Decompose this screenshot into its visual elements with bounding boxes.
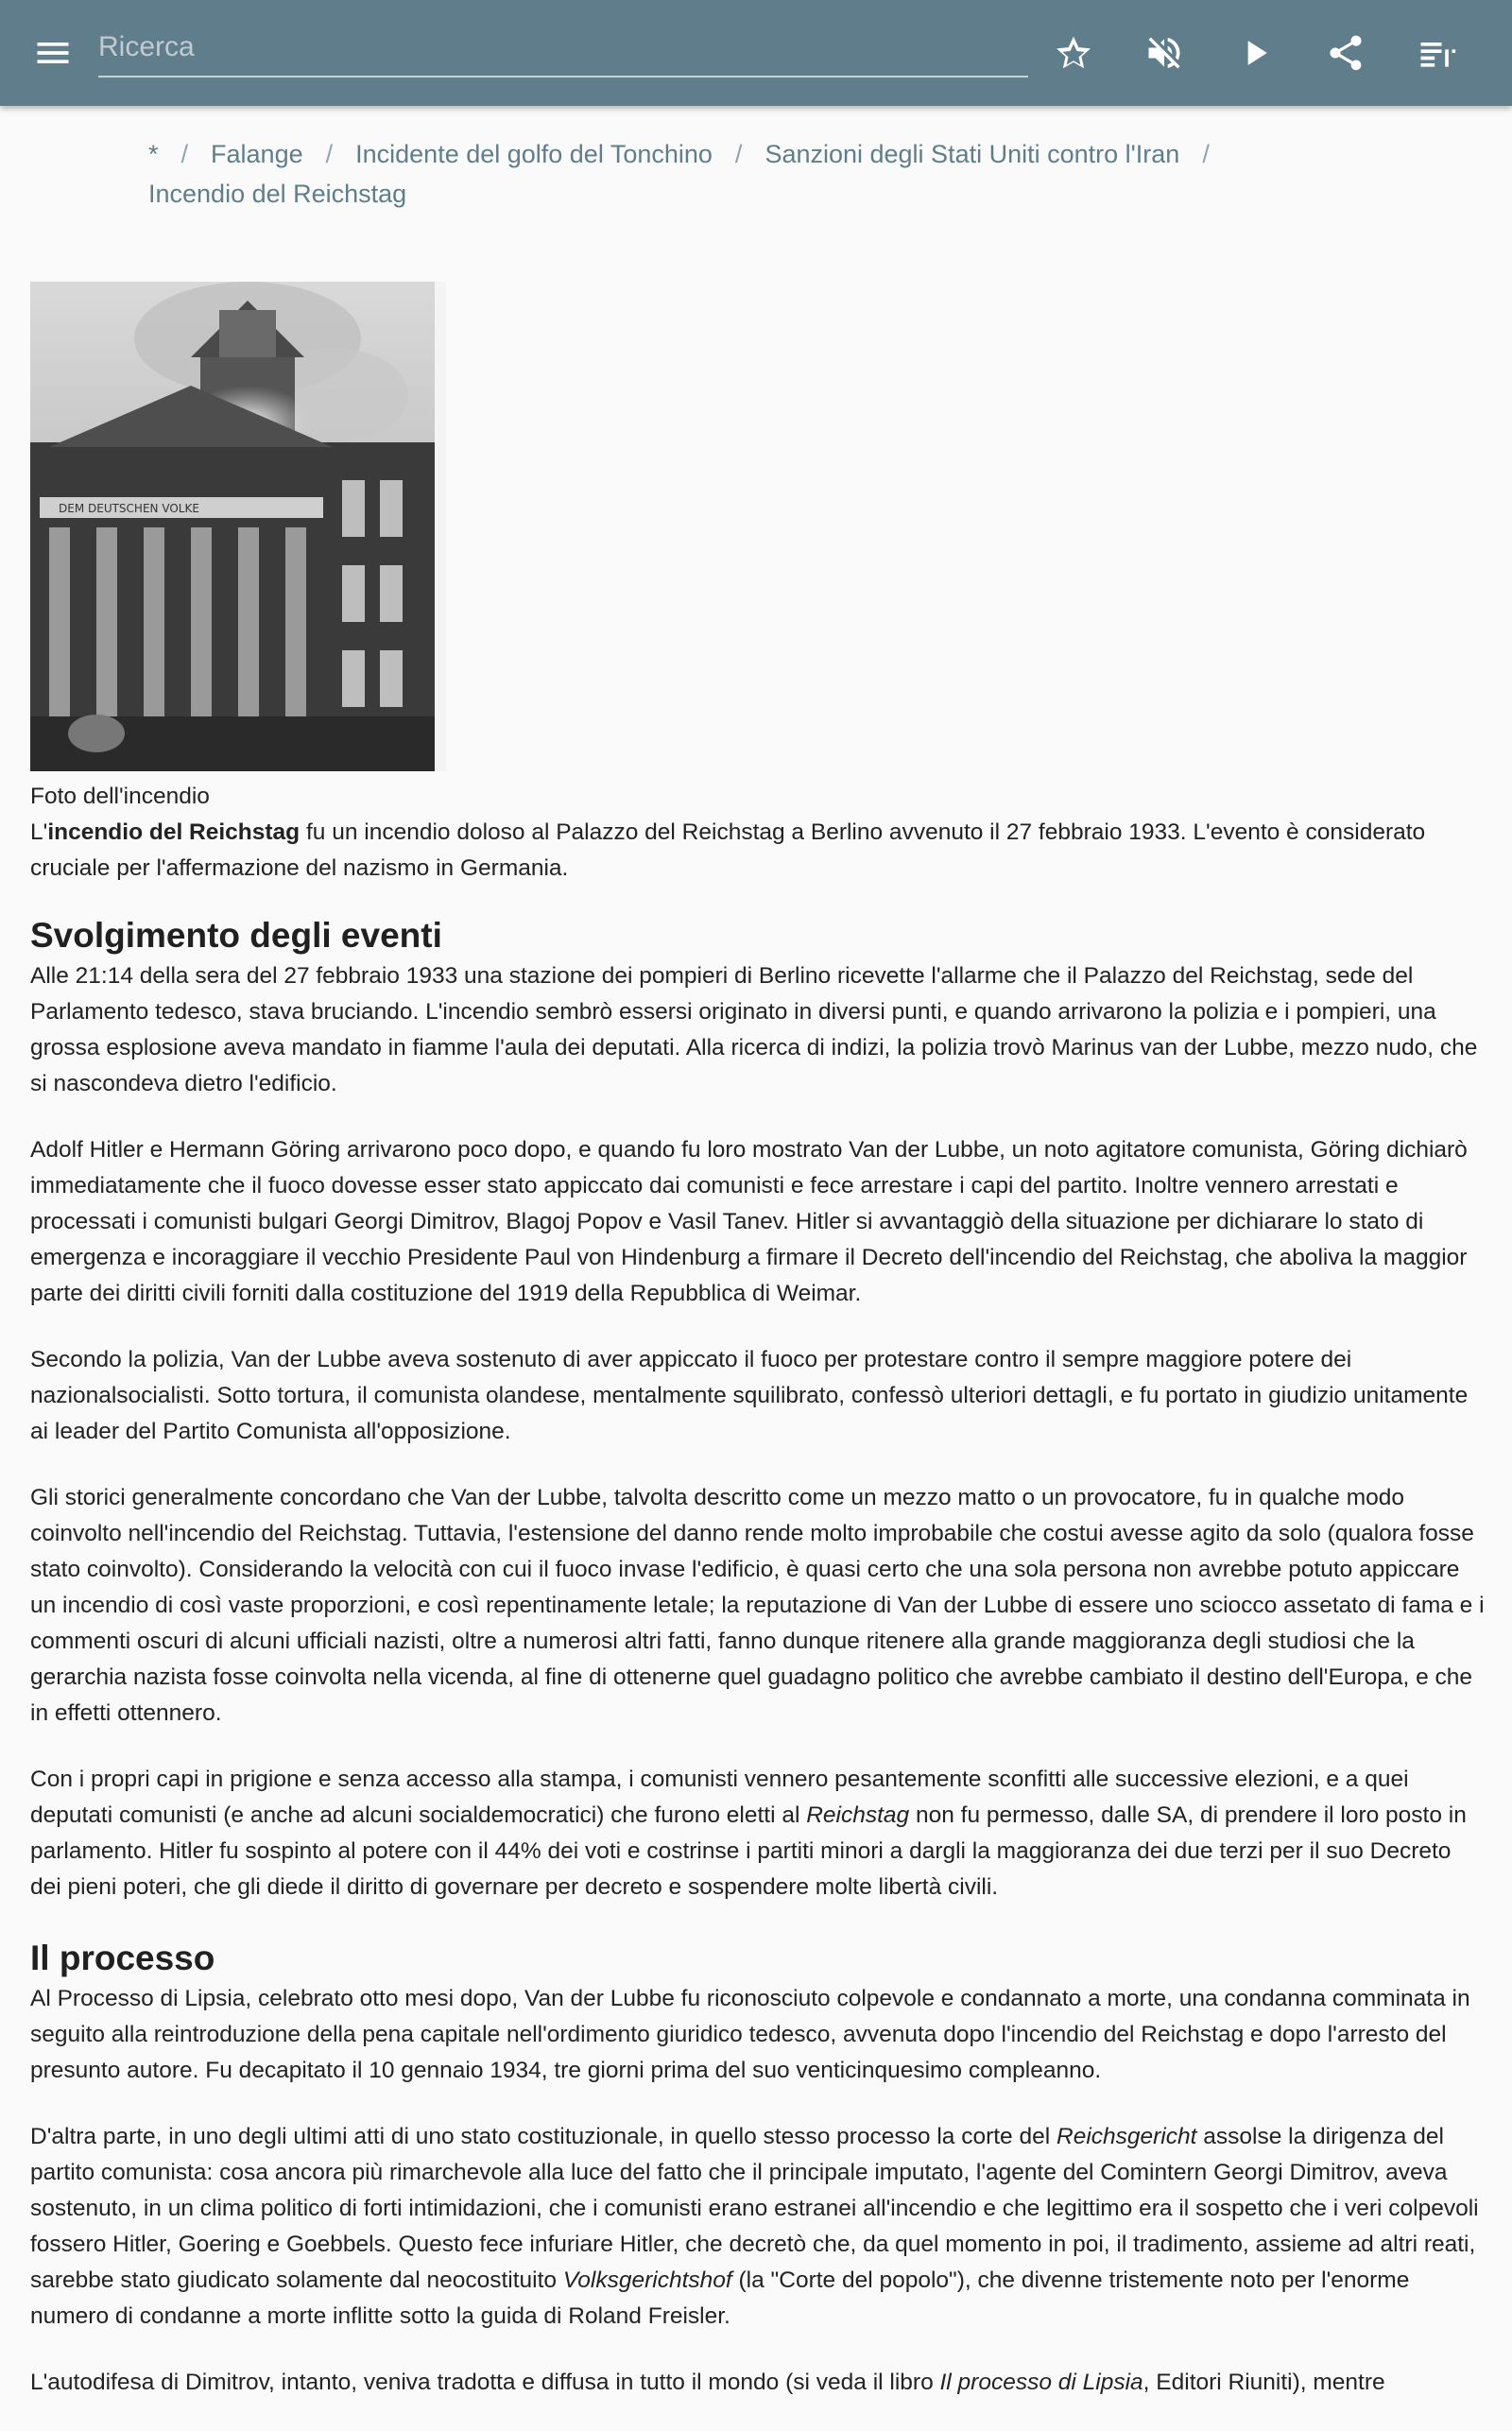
paragraph: Adolf Hitler e Hermann Göring arrivarono poco dopo, e quando fu loro mostrato Van der Lubbe, un noto agitatore comunista, Göring dichiarò immediatamente che il fuoco dovesse esser stato appiccato dai comunisti e fece arrestare i capi del partito. Inoltre vennero arrestati e processati i comunisti bulgari Georgi Dimitrov, Blagoj Popov e Vasil Tanev. Hitler si avvantaggiò della situazione per dichiarare lo stato di emergenza e incoraggiare il vecchio Presidente Paul von Hindenburg a firmare il Decreto dell'incendio del Reichstag, che aboliva la maggior parte dei diritti civili forniti dalla costituzione del 1919 della Repubblica di Weimar. bbox=[30, 1137, 1468, 1306]
paragraph: Al Processo di Lipsia, celebrato otto mesi dopo, Van der Lubbe fu riconosciuto colpevole e condannato a morte, una condanna comminata in seguito alla reintroduzione della pena capitale nell'ordimento giuridico tedesco, avvenuta dopo l'incendio del Reichstag e dopo l'arresto del presunto autore. Fu decapitato il 10 gennaio 1934, tre giorni prima del suo venticinquesimo compleanno. bbox=[30, 1986, 1470, 2083]
article-content bbox=[30, 282, 1486, 2431]
section-title-processo: Il processo bbox=[30, 1939, 215, 1977]
lead-bold-term: incendio del Reichstag bbox=[47, 819, 301, 845]
breadcrumb-item-falange[interactable]: Falange bbox=[211, 140, 303, 168]
lead-paragraph: L'incendio del Reichstag fu un incendio doloso al Palazzo del Reichstag a Berlino avvenuto il 27 febbraio 1933. L'evento è considerato cruciale per l'affermazione del nazismo in Germania. bbox=[30, 819, 1426, 881]
breadcrumb-item-current[interactable]: Incendio del Reichstag bbox=[148, 180, 407, 208]
paragraph: Con i propri capi in prigione e senza accesso alla stampa, i comunisti vennero pesantemente sconfitti alle successive elezioni, e a quei deputati comunisti (e anche ad alcuni socialdemocratici) che furono eletti al Reichstag non fu permesso, dalle SA, di prendere il loro posto in parlamento. Hitler fu sospinto al potere con il 44% dei voti e costrinse i partiti minori a dargli la maggioranza dei due terzi per il suo Decreto dei pieni poteri, che gli diede il diritto di governare per decreto e sospendere molte libertà civili. bbox=[30, 1767, 1467, 1900]
share-icon[interactable] bbox=[1315, 23, 1376, 83]
volume-off-icon[interactable] bbox=[1134, 23, 1194, 83]
breadcrumb-separator: / bbox=[1202, 140, 1210, 168]
breadcrumb-item-tonchino[interactable]: Incidente del golfo del Tonchino bbox=[355, 140, 713, 168]
playlist-icon[interactable] bbox=[1406, 23, 1467, 83]
breadcrumb-separator: / bbox=[180, 140, 189, 168]
search-input[interactable] bbox=[98, 25, 1028, 70]
breadcrumb-item-home[interactable]: * bbox=[148, 140, 159, 168]
paragraph: Alle 21:14 della sera del 27 febbraio 1933 una stazione dei pompieri di Berlino ricevette l'allarme che il Palazzo del Reichstag, sede del Parlamento tedesco, stava bruciando. L'incendio sembrò essersi originato in diversi punti, e quando arrivarono la polizia e i pompieri, una grossa esplosione aveva mandato in fiamme l'aula dei deputati. Alla ricerca di indizi, la polizia trovò Marinus van der Lubbe, mezzo nudo, che si nascondeva dietro l'edificio. bbox=[30, 963, 1478, 1096]
breadcrumb-separator: / bbox=[325, 140, 334, 168]
play-icon[interactable] bbox=[1225, 23, 1285, 83]
paragraph: L'autodifesa di Dimitrov, intanto, veniva tradotta e diffusa in tutto il mondo (si veda il libro Il processo di Lipsia, Editori Riuniti), mentre bbox=[30, 2370, 1385, 2395]
paragraph: D'altra parte, in uno degli ultimi atti di uno stato costituzionale, in quello stesso processo la corte del Reichsgericht assolse la dirigenza del partito comunista: cosa ancora più rimarchevole alla luce del fatto che il principale imputato, l'agente del Comintern Georgi Dimitrov, aveva sostenuto, in un clima politico di forti intimidazioni, che i comunisti erano estranei all'incendio e che legittimo era il sospetto che i veri colpevoli fossero Hitler, Goering e Goebbels. Questo fece infuriare Hitler, che decretò che, da quel momento in poi, il tradimento, assieme ad altri reati, sarebbe stato giudicato solamente dal neocostituito Volksgerichtshof (la "Corte del popolo"), che divenne tristemente noto per l'enorme numero di condanne a morte inflitte sotto la guida di Roland Freisler. bbox=[30, 2124, 1479, 2329]
paragraph: Gli storici generalmente concordano che Van der Lubbe, talvolta descritto come un mezzo matto o un provocatore, fu in qualche modo coinvolto nell'incendio del Reichstag. Tuttavia, l'estensione del danno rende molto improbabile che costui avesse agito da solo (qualora fosse stato coinvolto). Considerando la velocità con cui il fuoco invase l'edificio, è quasi certo che una sola persona non avrebbe potuto appiccare un incendio di così vaste proporzioni, e così repentinamente letale; la reputazione di Van der Lubbe di essere uno sciocco assetato di fama e i commenti oscuri di alcuni ufficiali nazisti, oltre a numerosi altri fatti, fanno dunque ritenere alla grande maggioranza degli studiosi che la gerarchia nazista fosse coinvolta nella vicenda, al fine di ottenerne quel guadagno politico che avrebbe cambiato il destino dell'Europa, e che in effetti ottennero. bbox=[30, 1485, 1485, 1726]
search-field[interactable] bbox=[98, 23, 1028, 78]
figure-caption: Foto dell'incendio bbox=[30, 784, 210, 809]
reichstag-fire-photo[interactable] bbox=[30, 282, 446, 771]
star-outline-icon[interactable] bbox=[1043, 23, 1104, 83]
app-bar bbox=[0, 0, 1512, 106]
svg-text:DEM DEUTSCHEN VOLKE: DEM DEUTSCHEN VOLKE bbox=[59, 502, 199, 515]
breadcrumb-separator: / bbox=[734, 140, 743, 168]
paragraph: Secondo la polizia, Van der Lubbe aveva sostenuto di aver appiccato il fuoco per protestare contro il sempre maggiore potere dei nazionalsocialisti. Sotto tortura, il comunista olandese, mentalmente squilibrato, confessò ulteriori dettagli, e fu portato in giudizio unitamente ai leader del Partito Comunista all'opposizione. bbox=[30, 1347, 1469, 1444]
section-title-svolgimento: Svolgimento degli eventi bbox=[30, 916, 442, 955]
breadcrumb-item-sanzioni[interactable]: Sanzioni degli Stati Uniti contro l'Iran bbox=[765, 140, 1180, 168]
menu-icon[interactable] bbox=[23, 23, 83, 83]
breadcrumb bbox=[148, 134, 1320, 214]
